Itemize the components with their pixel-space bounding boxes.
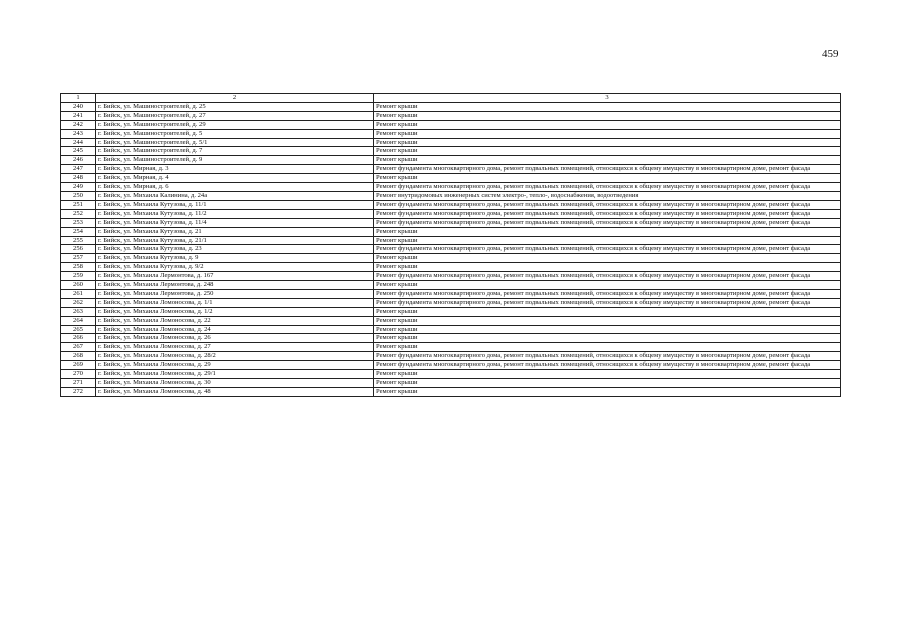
row-address: г. Бийск, ул. Михаила Кутузова, д. 21/1	[96, 236, 374, 245]
row-number: 246	[61, 156, 96, 165]
row-work: Ремонт крыши	[374, 325, 841, 334]
row-work: Ремонт фундамента многоквартирного дома, ремонт подвальных помещений, относящихся к общему имуществу в многоквартирном доме, ремонт фасада	[374, 352, 841, 361]
table-row	[61, 209, 841, 218]
row-number: 266	[61, 334, 96, 343]
row-address: г. Бийск, ул. Машиностроителей, д. 27	[96, 111, 374, 120]
table-row	[61, 334, 841, 343]
row-address: г. Бийск, ул. Михаила Ломоносова, д. 27	[96, 343, 374, 352]
table-row	[61, 183, 841, 192]
row-number: 241	[61, 111, 96, 120]
row-address: г. Бийск, ул. Михаила Ломоносова, д. 48	[96, 387, 374, 396]
row-number: 252	[61, 209, 96, 218]
table-row	[61, 272, 841, 281]
table-body	[61, 102, 841, 396]
row-work: Ремонт фундамента многоквартирного дома, ремонт подвальных помещений, относящихся к общему имуществу в многоквартирном доме, ремонт фасада	[374, 272, 841, 281]
table-row	[61, 298, 841, 307]
row-address: г. Бийск, ул. Михаила Лермонтова, д. 167	[96, 272, 374, 281]
table-row	[61, 387, 841, 396]
table-row	[61, 129, 841, 138]
row-address: г. Бийск, ул. Машиностроителей, д. 25	[96, 102, 374, 111]
row-address: г. Бийск, ул. Машиностроителей, д. 5	[96, 129, 374, 138]
table-row	[61, 379, 841, 388]
row-work: Ремонт крыши	[374, 379, 841, 388]
row-work: Ремонт крыши	[374, 387, 841, 396]
row-address: г. Бийск, ул. Михаила Ломоносова, д. 30	[96, 379, 374, 388]
row-address: г. Бийск, ул. Михаила Кутузова, д. 9/2	[96, 263, 374, 272]
row-number: 267	[61, 343, 96, 352]
row-address: г. Бийск, ул. Мирная, д. 6	[96, 183, 374, 192]
row-address: г. Бийск, ул. Михаила Калинина, д. 24а	[96, 191, 374, 200]
row-work: Ремонт крыши	[374, 156, 841, 165]
row-number: 262	[61, 298, 96, 307]
row-number: 258	[61, 263, 96, 272]
row-address: г. Бийск, ул. Машиностроителей, д. 29	[96, 120, 374, 129]
row-address: г. Бийск, ул. Михаила Ломоносова, д. 1/2	[96, 307, 374, 316]
row-address: г. Бийск, ул. Машиностроителей, д. 5/1	[96, 138, 374, 147]
table-row	[61, 316, 841, 325]
row-work: Ремонт крыши	[374, 102, 841, 111]
row-number: 269	[61, 361, 96, 370]
row-number: 264	[61, 316, 96, 325]
row-work: Ремонт крыши	[374, 343, 841, 352]
row-address: г. Бийск, ул. Михаила Лермонтова, д. 250	[96, 289, 374, 298]
column-header-address: 2	[96, 94, 374, 103]
row-work: Ремонт фундамента многоквартирного дома, ремонт подвальных помещений, относящихся к общему имуществу в многоквартирном доме, ремонт фасада	[374, 298, 841, 307]
row-number: 271	[61, 379, 96, 388]
row-address: г. Бийск, ул. Машиностроителей, д. 7	[96, 147, 374, 156]
row-address: г. Бийск, ул. Михаила Ломоносова, д. 22	[96, 316, 374, 325]
row-work: Ремонт крыши	[374, 111, 841, 120]
row-number: 270	[61, 370, 96, 379]
table-row	[61, 227, 841, 236]
row-address: г. Бийск, ул. Михаила Лермонтова, д. 248	[96, 281, 374, 290]
row-number: 255	[61, 236, 96, 245]
table-row	[61, 218, 841, 227]
row-work: Ремонт крыши	[374, 174, 841, 183]
table-row	[61, 174, 841, 183]
row-work: Ремонт фундамента многоквартирного дома, ремонт подвальных помещений, относящихся к общему имуществу в многоквартирном доме, ремонт фасада	[374, 289, 841, 298]
row-work: Ремонт фундамента многоквартирного дома, ремонт подвальных помещений, относящихся к общему имуществу в многоквартирном доме, ремонт фасада	[374, 218, 841, 227]
row-work: Ремонт крыши	[374, 120, 841, 129]
row-work: Ремонт фундамента многоквартирного дома, ремонт подвальных помещений, относящихся к общему имуществу в многоквартирном доме, ремонт фасада	[374, 209, 841, 218]
column-header-number: 1	[61, 94, 96, 103]
table-row	[61, 102, 841, 111]
row-work: Ремонт крыши	[374, 227, 841, 236]
row-work: Ремонт крыши	[374, 138, 841, 147]
row-number: 244	[61, 138, 96, 147]
column-header-work: 3	[374, 94, 841, 103]
row-work: Ремонт крыши	[374, 236, 841, 245]
row-address: г. Бийск, ул. Мирная, д. 4	[96, 174, 374, 183]
row-work: Ремонт крыши	[374, 129, 841, 138]
row-work: Ремонт фундамента многоквартирного дома, ремонт подвальных помещений, относящихся к общему имуществу в многоквартирном доме, ремонт фасада	[374, 200, 841, 209]
row-work: Ремонт крыши	[374, 307, 841, 316]
row-work: Ремонт крыши	[374, 334, 841, 343]
table-row	[61, 111, 841, 120]
page-number: 459	[822, 48, 839, 60]
row-number: 256	[61, 245, 96, 254]
row-number: 259	[61, 272, 96, 281]
row-number: 272	[61, 387, 96, 396]
table-row	[61, 307, 841, 316]
table-row	[61, 289, 841, 298]
table-row	[61, 236, 841, 245]
table-row	[61, 200, 841, 209]
row-work: Ремонт крыши	[374, 263, 841, 272]
table-row	[61, 165, 841, 174]
row-work: Ремонт фундамента многоквартирного дома, ремонт подвальных помещений, относящихся к общему имуществу в многоквартирном доме, ремонт фасада	[374, 245, 841, 254]
row-number: 242	[61, 120, 96, 129]
table-row	[61, 281, 841, 290]
row-address: г. Бийск, ул. Мирная, д. 3	[96, 165, 374, 174]
table-row	[61, 343, 841, 352]
row-address: г. Бийск, ул. Михаила Ломоносова, д. 26	[96, 334, 374, 343]
row-number: 268	[61, 352, 96, 361]
row-address: г. Бийск, ул. Михаила Ломоносова, д. 29/1	[96, 370, 374, 379]
row-address: г. Бийск, ул. Михаила Ломоносова, д. 1/1	[96, 298, 374, 307]
table-row	[61, 138, 841, 147]
row-address: г. Бийск, ул. Михаила Кутузова, д. 9	[96, 254, 374, 263]
table-row	[61, 156, 841, 165]
table-row	[61, 120, 841, 129]
row-address: г. Бийск, ул. Машиностроителей, д. 9	[96, 156, 374, 165]
table-row	[61, 245, 841, 254]
row-address: г. Бийск, ул. Михаила Кутузова, д. 11/1	[96, 200, 374, 209]
row-number: 240	[61, 102, 96, 111]
table-header	[61, 94, 841, 103]
row-work: Ремонт крыши	[374, 370, 841, 379]
table-row	[61, 361, 841, 370]
row-work: Ремонт крыши	[374, 281, 841, 290]
row-address: г. Бийск, ул. Михаила Кутузова, д. 11/2	[96, 209, 374, 218]
row-number: 253	[61, 218, 96, 227]
row-work: Ремонт внутридомовых инженерных систем электро-, тепло-, водоснабжения, водоотведения	[374, 191, 841, 200]
row-number: 243	[61, 129, 96, 138]
table-row	[61, 254, 841, 263]
table-row	[61, 263, 841, 272]
row-work: Ремонт крыши	[374, 254, 841, 263]
row-number: 257	[61, 254, 96, 263]
row-work: Ремонт крыши	[374, 316, 841, 325]
table-row	[61, 352, 841, 361]
row-number: 254	[61, 227, 96, 236]
row-number: 245	[61, 147, 96, 156]
row-number: 249	[61, 183, 96, 192]
row-address: г. Бийск, ул. Михаила Ломоносова, д. 29	[96, 361, 374, 370]
row-work: Ремонт крыши	[374, 147, 841, 156]
row-address: г. Бийск, ул. Михаила Кутузова, д. 11/4	[96, 218, 374, 227]
row-number: 261	[61, 289, 96, 298]
row-address: г. Бийск, ул. Михаила Ломоносова, д. 24	[96, 325, 374, 334]
row-number: 260	[61, 281, 96, 290]
header-row	[61, 94, 841, 103]
row-number: 250	[61, 191, 96, 200]
row-address: г. Бийск, ул. Михаила Кутузова, д. 21	[96, 227, 374, 236]
table-row	[61, 191, 841, 200]
row-address: г. Бийск, ул. Михаила Ломоносова, д. 28/2	[96, 352, 374, 361]
row-number: 247	[61, 165, 96, 174]
row-work: Ремонт фундамента многоквартирного дома, ремонт подвальных помещений, относящихся к общему имуществу в многоквартирном доме, ремонт фасада	[374, 361, 841, 370]
row-number: 248	[61, 174, 96, 183]
row-number: 263	[61, 307, 96, 316]
table-row	[61, 370, 841, 379]
row-work: Ремонт фундамента многоквартирного дома, ремонт подвальных помещений, относящихся к общему имуществу в многоквартирном доме, ремонт фасада	[374, 165, 841, 174]
row-work: Ремонт фундамента многоквартирного дома, ремонт подвальных помещений, относящихся к общему имуществу в многоквартирном доме, ремонт фасада	[374, 183, 841, 192]
row-address: г. Бийск, ул. Михаила Кутузова, д. 23	[96, 245, 374, 254]
table-row	[61, 147, 841, 156]
row-number: 265	[61, 325, 96, 334]
row-number: 251	[61, 200, 96, 209]
registry-table	[60, 93, 841, 397]
table-row	[61, 325, 841, 334]
